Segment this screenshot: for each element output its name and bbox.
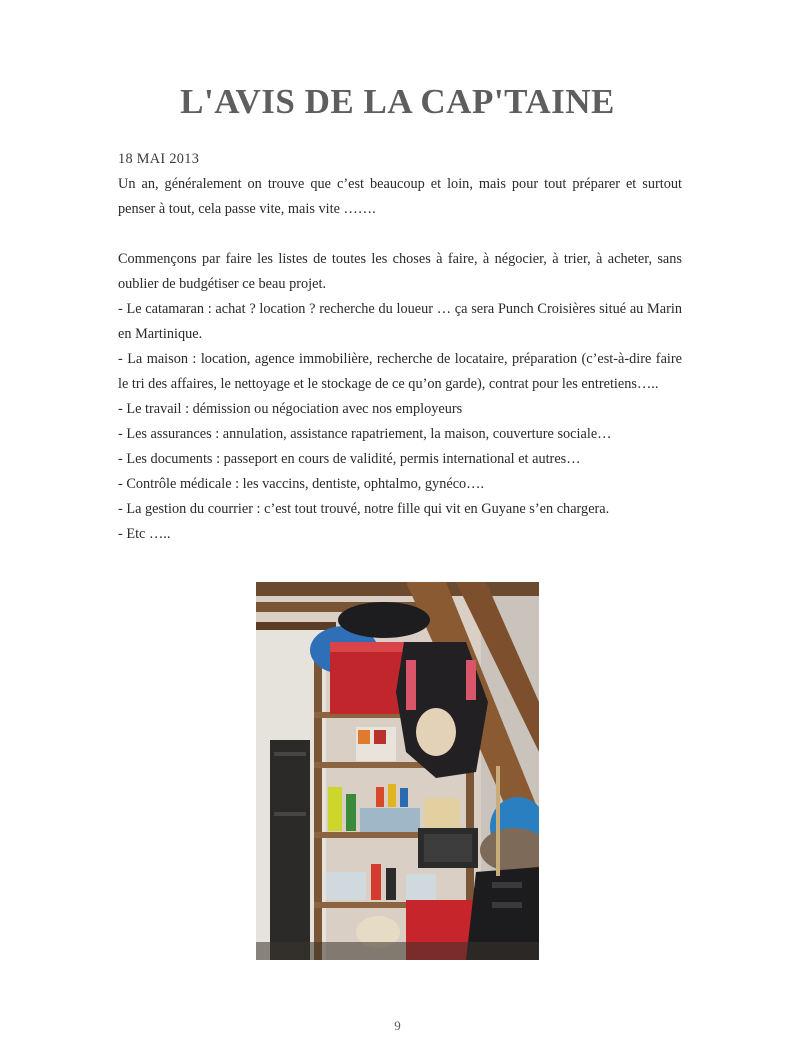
list-item-maison: - La maison : location, agence immobilière, recherche de locataire, préparation (c’est-à-dire faire le tri des affaires, le nettoyage et le stockage de ce qu’on garde), contrat pour les entretiens….. xyxy=(118,351,682,392)
article-date: 18 MAI 2013 xyxy=(118,151,200,167)
paragraph-spacer xyxy=(118,222,682,247)
list-item-travail: - Le travail : démission ou négociation avec nos employeurs xyxy=(118,401,463,417)
list-item-catamaran: - Le catamaran : achat ? location ? recherche du loueur … ça sera Punch Croisières situé au Marin en Martinique. xyxy=(118,301,682,342)
list-item-courrier: - La gestion du courrier : c’est tout trouvé, notre fille qui vit en Guyane s’en chargera. xyxy=(118,501,610,517)
page-title: L'AVIS DE LA CAP'TAINE xyxy=(180,82,615,121)
photo-illustration xyxy=(256,582,539,960)
intro-paragraph: Un an, généralement on trouve que c’est beaucoup et loin, mais pour tout préparer et surtout penser à tout, cela passe vite, mais vite ……. xyxy=(118,176,682,217)
list-item-controle-medicale: - Contrôle médicale : les vaccins, dentiste, ophtalmo, gynéco…. xyxy=(118,476,485,492)
storage-shelf-photo xyxy=(256,582,539,960)
list-item-documents: - Les documents : passeport en cours de validité, permis international et autres… xyxy=(118,451,581,467)
article-body xyxy=(118,147,682,547)
lead-paragraph: Commençons par faire les listes de toutes les choses à faire, à négocier, à trier, à acheter, sans oublier de budgétiser ce beau projet. xyxy=(118,251,682,292)
list-item-etc: - Etc ….. xyxy=(118,526,171,542)
list-item-assurances: - Les assurances : annulation, assistance rapatriement, la maison, couverture sociale… xyxy=(118,426,612,442)
page-number: 9 xyxy=(394,1018,401,1033)
